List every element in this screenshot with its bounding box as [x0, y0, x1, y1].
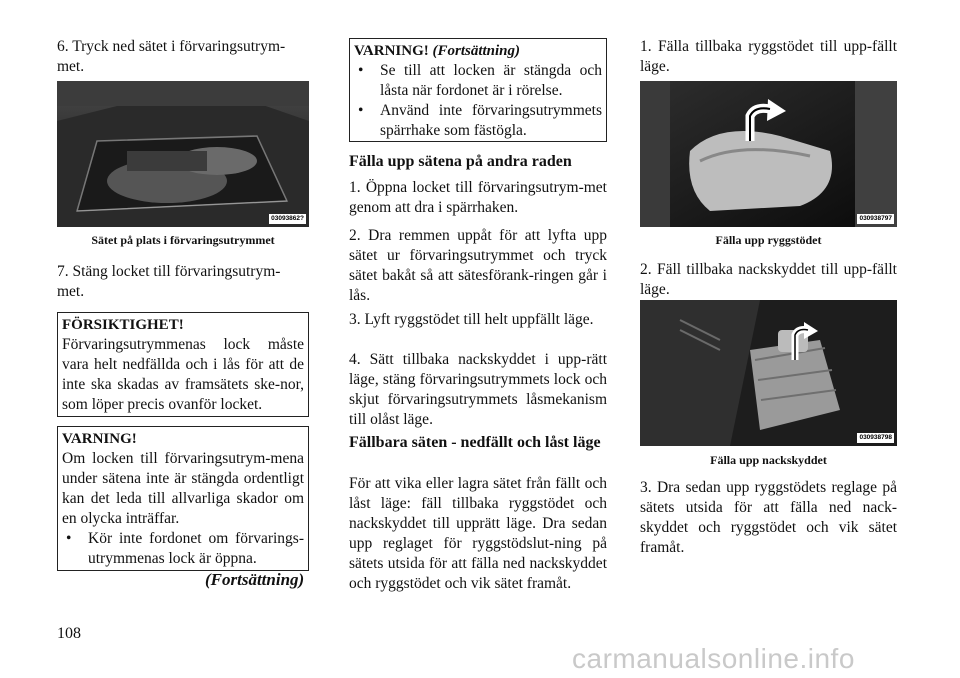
- watermark: carmanualsonline.info: [572, 643, 855, 674]
- photo-headrest-up: [640, 300, 897, 446]
- caution-box: [57, 312, 309, 417]
- photo-caption: Fälla upp ryggstödet: [715, 233, 822, 247]
- warning-bullet: [62, 529, 304, 569]
- photo-backrest-up: [640, 81, 897, 227]
- step-3: 3. Lyft ryggstödet till helt uppfällt läge.: [349, 311, 594, 328]
- warning-cont-title-text: VARNING!: [354, 43, 429, 59]
- right-step-1: 1. Fälla tillbaka ryggstödet till upp-fällt läge.: [640, 38, 897, 75]
- photo-code: 030938798: [859, 434, 892, 441]
- warning-continued-box: [349, 38, 607, 142]
- warning-box: [57, 426, 309, 571]
- warning-cont-title: [354, 42, 602, 61]
- photo-caption: Fälla upp nackskyddet: [710, 453, 827, 467]
- caution-title: FÖRSIKTIGHET!: [62, 317, 184, 333]
- section-heading-folded: Fällbara säten - nedfällt och låst läge: [349, 434, 601, 451]
- folded-paragraph: För att vika eller lagra sätet från fällt och låst läge: fäll tillbaka ryggstödet och nackskyddet till upprätt läge. Dra sedan upp reglaget för ryggstödslut-ning på sätets utsida för att fälla ned nackskyddet och ryggstödet och vik sätet framåt.: [349, 475, 607, 592]
- right-step-2: 2. Fäll tillbaka nackskyddet till upp-fällt läge.: [640, 261, 897, 298]
- step-6: 6. Tryck ned sätet i förvaringsutrym- met.: [57, 38, 286, 75]
- caution-text: Förvaringsutrymmenas lock måste vara helt nedfällda och i lås för att de inte ska skadas av framsätets ske-nor, som löper precis ovanför locket.: [62, 336, 304, 413]
- warning-title: VARNING!: [62, 431, 137, 447]
- warning-text: Om locken till förvaringsutrym-mena under sätena inte är stängda ordentligt kan det leda till allvarliga skador om en olycka inträffar.: [62, 450, 304, 527]
- photo-code: 03093862?: [271, 215, 304, 222]
- warning-cont-bullet-2: [354, 101, 602, 141]
- step-7: 7. Stäng locket till förvaringsutrym- met.: [57, 263, 281, 300]
- warning-cont-bullet-1: [354, 61, 602, 101]
- right-step-3: 3. Dra sedan upp ryggstödets reglage på sätets utsida för att fälla ned nack-skyddet och ryggstödet och vik sätet framåt.: [640, 479, 897, 556]
- step-1: 1. Öppna locket till förvaringsutrym-met genom att dra i spärrhaken.: [349, 179, 607, 216]
- warning-cont-title-suffix: (Fortsättning): [432, 43, 521, 59]
- section-heading-second-row: Fälla upp sätena på andra raden: [349, 153, 572, 170]
- step-2: 2. Dra remmen uppåt för att lyfta upp sätet ur förvaringsutrymmet och tryck sätet bakåt så att sätesförank-ringen går i lås.: [349, 227, 607, 304]
- bullet-icon: •: [66, 530, 72, 547]
- photo-caption: Sätet på plats i förvaringsutrymmet: [91, 233, 275, 247]
- bullet-text: Se till att locken är stängda och låsta när fordonet är i rörelse.: [380, 62, 602, 99]
- photo-code: 030938797: [859, 215, 892, 222]
- bullet-icon: •: [358, 62, 364, 79]
- photo-seat-in-storage: [57, 81, 309, 227]
- bullet-text: Använd inte förvaringsutrymmets spärrhake som fästögla.: [380, 102, 602, 139]
- warning-bullet-text: Kör inte fordonet om förvarings-utrymmenas lock är öppna.: [88, 530, 304, 567]
- page-number: 108: [57, 625, 81, 642]
- continued-label: (Fortsättning): [205, 570, 305, 589]
- step-4: 4. Sätt tillbaka nackskyddet i upp-rätt läge, stäng förvaringsutrymmets lock och skjut förvaringsutrymmets låsmekanism till olåst läge.: [349, 351, 607, 428]
- bullet-icon: •: [358, 102, 364, 119]
